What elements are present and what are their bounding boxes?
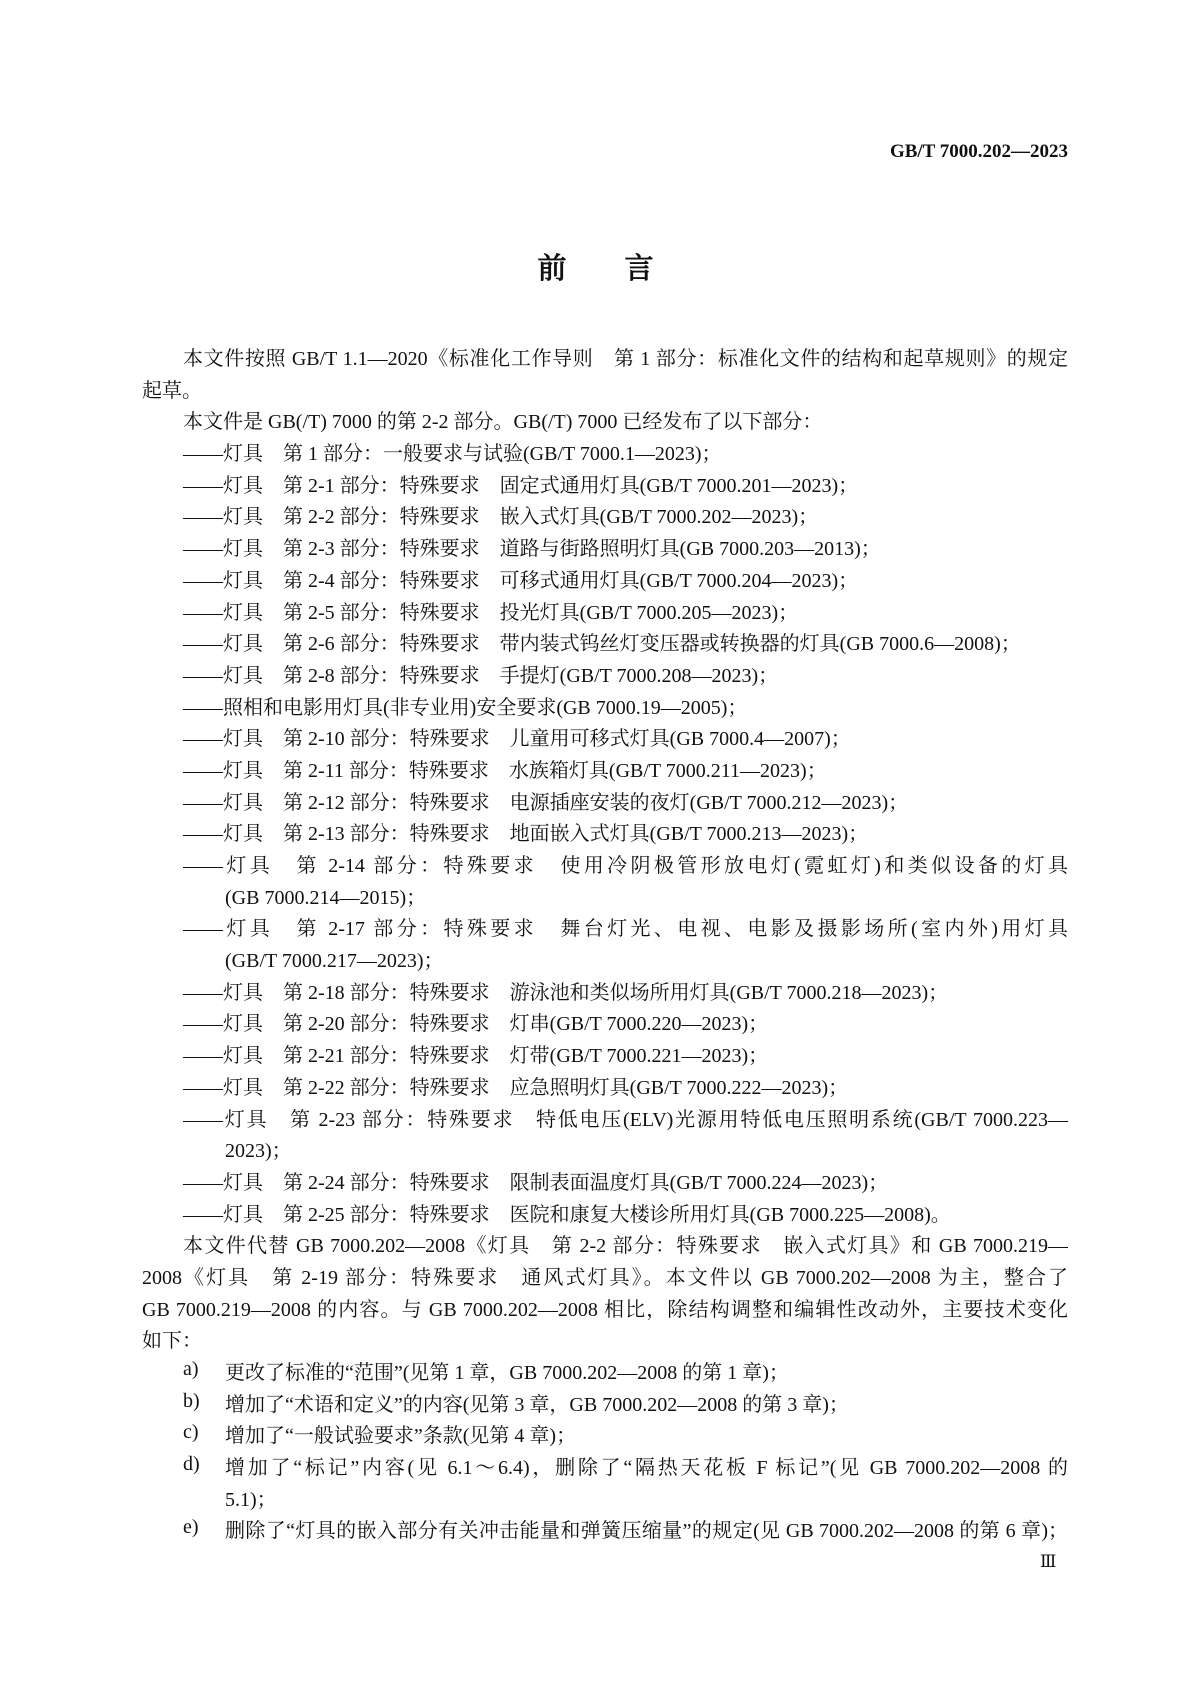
list-item: ——灯具 第 2-3 部分：特殊要求 道路与街路照明灯具(GB 7000.203—2013)； xyxy=(183,538,881,561)
text-line: 2008《灯具 第 2-19 部分：特殊要求 通风式灯具》。本文件以 GB 7000.202—2008 为主，整合了 xyxy=(142,1266,1068,1289)
list-item: ——灯具 第 2-6 部分：特殊要求 带内装式钨丝灯变压器或转换器的灯具(GB 7000.6—2008)； xyxy=(183,633,1021,656)
text-line: GB 7000.219—2008 的内容。与 GB 7000.202—2008 相比，除结构调整和编辑性改动外，主要技术变化 xyxy=(142,1298,1068,1321)
list-item: ——灯具 第 2-23 部分：特殊要求 特低电压(ELV)光源用特低电压照明系统(GB/T 7000.223— xyxy=(183,1108,1068,1131)
list-item: ——灯具 第 2-8 部分：特殊要求 手提灯(GB/T 7000.208—2023)； xyxy=(183,664,779,687)
list-item: ——灯具 第 2-5 部分：特殊要求 投光灯具(GB/T 7000.205—2023)； xyxy=(183,601,799,624)
list-item: ——灯具 第 2-24 部分：特殊要求 限制表面温度灯具(GB/T 7000.224—2023)； xyxy=(183,1171,889,1194)
list-item-continuation: (GB/T 7000.217—2023)； xyxy=(225,950,444,973)
list-item: ——灯具 第 2-17 部分：特殊要求 舞台灯光、电视、电影及摄影场所(室内外)用灯具 xyxy=(183,918,1068,941)
list-item: ——灯具 第 2-25 部分：特殊要求 医院和康复大楼诊所用灯具(GB 7000.225—2008)。 xyxy=(183,1203,951,1226)
list-item: ——灯具 第 2-1 部分：特殊要求 固定式通用灯具(GB/T 7000.201—2023)； xyxy=(183,474,859,497)
list-item-continuation: (GB 7000.214—2015)； xyxy=(225,886,427,909)
item-label: b) xyxy=(183,1389,200,1412)
change-item-e xyxy=(142,1516,1068,1548)
list-item: ——灯具 第 2-22 部分：特殊要求 应急照明灯具(GB/T 7000.222—2023)； xyxy=(183,1076,849,1099)
list-item: ——灯具 第 2-10 部分：特殊要求 儿童用可移式灯具(GB 7000.4—2007)； xyxy=(183,728,851,751)
list-item: ——灯具 第 2-11 部分：特殊要求 水族箱灯具(GB/T 7000.211—2023)； xyxy=(183,759,827,782)
change-item-d xyxy=(142,1453,1068,1516)
item-text: 增加了“术语和定义”的内容(见第 3 章，GB 7000.202—2008 的第 3 章)； xyxy=(225,1393,849,1416)
text-line: 如下： xyxy=(142,1330,202,1353)
text-line: 本文件代替 GB 7000.202—2008《灯具 第 2-2 部分：特殊要求 嵌入式灯具》和 GB 7000.219— xyxy=(183,1235,1068,1258)
item-text: 删除了“灯具的嵌入部分有关冲击能量和弹簧压缩量”的规定(见 GB 7000.202—2008 的第 6 章)； xyxy=(225,1520,1068,1543)
list-item: ——灯具 第 2-4 部分：特殊要求 可移式通用灯具(GB/T 7000.204—2023)； xyxy=(183,569,859,592)
list-item-continuation: 2023)； xyxy=(225,1140,292,1163)
list-item: ——灯具 第 2-18 部分：特殊要求 游泳池和类似场所用灯具(GB/T 7000.218—2023)； xyxy=(183,981,949,1004)
list-item: ——灯具 第 2-2 部分：特殊要求 嵌入式灯具(GB/T 7000.202—2023)； xyxy=(183,506,819,529)
document-number: GB/T 7000.202—2023 xyxy=(889,141,1068,162)
item-label: c) xyxy=(183,1421,199,1444)
document-body xyxy=(142,344,1068,1548)
item-label: d) xyxy=(183,1453,200,1476)
text-line: 起草。 xyxy=(142,379,202,402)
list-item: ——灯具 第 2-21 部分：特殊要求 灯带(GB/T 7000.221—2023)； xyxy=(183,1045,769,1068)
list-item: ——灯具 第 2-20 部分：特殊要求 灯串(GB/T 7000.220—2023)； xyxy=(183,1013,769,1036)
item-text: 增加了“一般试验要求”条款(见第 4 章)； xyxy=(225,1425,577,1448)
change-item-a xyxy=(142,1358,1068,1390)
change-item-c xyxy=(142,1421,1068,1453)
list-item: ——灯具 第 2-14 部分：特殊要求 使用冷阴极管形放电灯(霓虹灯)和类似设备的灯具 xyxy=(183,855,1068,877)
item-label: a) xyxy=(183,1358,199,1380)
list-item: ——灯具 第 2-13 部分：特殊要求 地面嵌入式灯具(GB/T 7000.213—2023)； xyxy=(183,823,869,846)
page-number: Ⅲ xyxy=(1040,1552,1057,1571)
item-text: 更改了标准的“范围”(见第 1 章，GB 7000.202—2008 的第 1 章)； xyxy=(225,1362,789,1384)
page-title: 前言 xyxy=(537,251,712,285)
text-line: 本文件按照 GB/T 1.1—2020《标准化工作导则 第 1 部分：标准化文件的结构和起草规则》的规定 xyxy=(183,348,1068,370)
change-item-b xyxy=(142,1390,1068,1422)
list-item: ——灯具 第 2-12 部分：特殊要求 电源插座安装的夜灯(GB/T 7000.212—2023)； xyxy=(183,791,909,814)
text-line: 本文件是 GB(/T) 7000 的第 2-2 部分。GB(/T) 7000 已经发布了以下部分： xyxy=(183,411,823,434)
item-text-continuation: 5.1)； xyxy=(225,1488,277,1511)
item-label: e) xyxy=(183,1516,199,1539)
list-item: ——灯具 第 1 部分：一般要求与试验(GB/T 7000.1—2023)； xyxy=(183,443,722,466)
item-text: 增加了“标记”内容(见 6.1～6.4)，删除了“隔热天花板 F 标记”(见 GB 7000.202—2008 的 xyxy=(225,1457,1068,1480)
list-item: ——照相和电影用灯具(非专业用)安全要求(GB 7000.19—2005)； xyxy=(183,696,748,719)
